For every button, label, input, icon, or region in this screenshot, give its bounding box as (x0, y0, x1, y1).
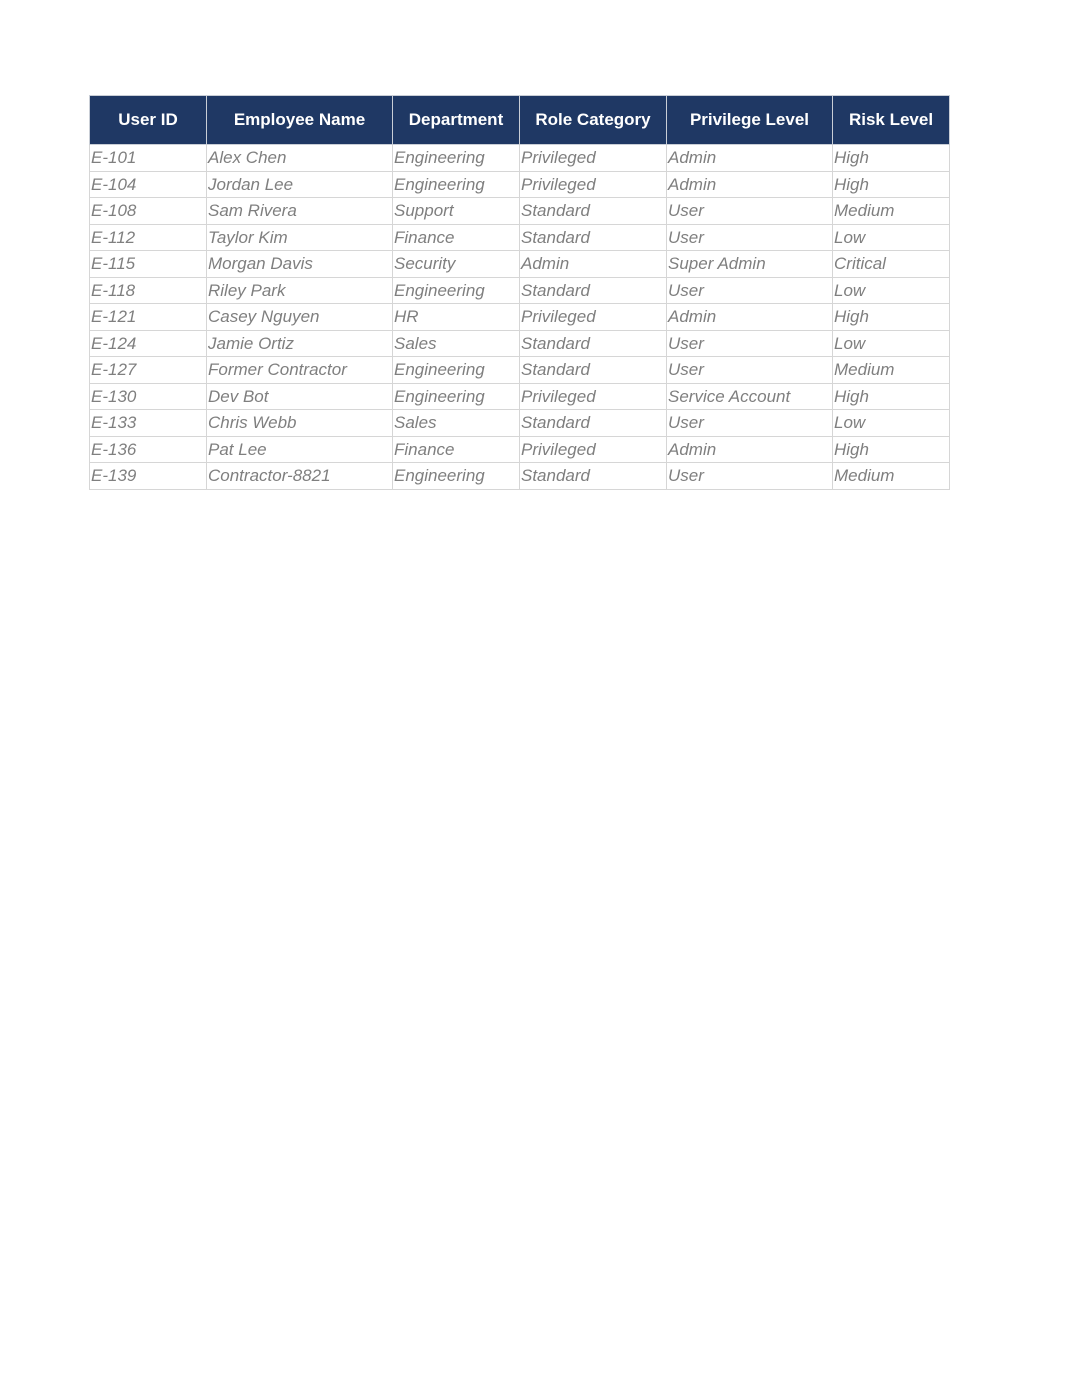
cell-user-id: E-121 (90, 304, 207, 331)
cell-privilege-level: User (667, 224, 833, 251)
cell-privilege-level: User (667, 357, 833, 384)
cell-user-id: E-108 (90, 198, 207, 225)
cell-user-id: E-133 (90, 410, 207, 437)
cell-role-category: Privileged (520, 383, 667, 410)
cell-user-id: E-136 (90, 436, 207, 463)
cell-user-id: E-112 (90, 224, 207, 251)
cell-risk-level: High (833, 436, 950, 463)
table-row (90, 436, 950, 463)
table-row (90, 277, 950, 304)
cell-privilege-level: Admin (667, 436, 833, 463)
cell-role-category: Standard (520, 198, 667, 225)
cell-risk-level: Low (833, 277, 950, 304)
cell-risk-level: Medium (833, 463, 950, 490)
cell-employee-name: Morgan Davis (207, 251, 393, 278)
table-row (90, 383, 950, 410)
table-header (90, 96, 950, 145)
cell-privilege-level: User (667, 410, 833, 437)
cell-department: Finance (393, 224, 520, 251)
cell-department: Engineering (393, 357, 520, 384)
table-row (90, 357, 950, 384)
cell-employee-name: Pat Lee (207, 436, 393, 463)
cell-user-id: E-104 (90, 171, 207, 198)
cell-role-category: Standard (520, 224, 667, 251)
cell-department: Engineering (393, 277, 520, 304)
cell-privilege-level: User (667, 198, 833, 225)
cell-role-category: Standard (520, 330, 667, 357)
column-header-risk-level: Risk Level (833, 96, 950, 145)
cell-user-id: E-118 (90, 277, 207, 304)
cell-user-id: E-139 (90, 463, 207, 490)
cell-department: Finance (393, 436, 520, 463)
cell-employee-name: Jordan Lee (207, 171, 393, 198)
cell-department: Engineering (393, 171, 520, 198)
table-body (90, 145, 950, 490)
table-row (90, 463, 950, 490)
cell-privilege-level: Admin (667, 171, 833, 198)
cell-privilege-level: Admin (667, 304, 833, 331)
cell-department: Security (393, 251, 520, 278)
cell-user-id: E-130 (90, 383, 207, 410)
cell-user-id: E-124 (90, 330, 207, 357)
column-header-user-id: User ID (90, 96, 207, 145)
cell-employee-name: Taylor Kim (207, 224, 393, 251)
cell-employee-name: Former Contractor (207, 357, 393, 384)
column-header-privilege-level: Privilege Level (667, 96, 833, 145)
cell-user-id: E-101 (90, 145, 207, 172)
table-row (90, 304, 950, 331)
cell-role-category: Privileged (520, 171, 667, 198)
cell-privilege-level: User (667, 330, 833, 357)
cell-privilege-level: Super Admin (667, 251, 833, 278)
cell-role-category: Standard (520, 357, 667, 384)
cell-employee-name: Contractor-8821 (207, 463, 393, 490)
cell-risk-level: Medium (833, 198, 950, 225)
column-header-employee-name: Employee Name (207, 96, 393, 145)
cell-department: Engineering (393, 145, 520, 172)
cell-risk-level: High (833, 383, 950, 410)
cell-employee-name: Jamie Ortiz (207, 330, 393, 357)
cell-risk-level: High (833, 145, 950, 172)
cell-privilege-level: Service Account (667, 383, 833, 410)
table-row (90, 410, 950, 437)
cell-risk-level: Low (833, 224, 950, 251)
cell-department: Sales (393, 410, 520, 437)
cell-department: Engineering (393, 463, 520, 490)
cell-privilege-level: User (667, 277, 833, 304)
cell-department: HR (393, 304, 520, 331)
cell-privilege-level: Admin (667, 145, 833, 172)
cell-role-category: Privileged (520, 436, 667, 463)
cell-employee-name: Dev Bot (207, 383, 393, 410)
cell-risk-level: Critical (833, 251, 950, 278)
table-row (90, 145, 950, 172)
table-row (90, 171, 950, 198)
cell-employee-name: Alex Chen (207, 145, 393, 172)
access-review-table (89, 95, 950, 490)
cell-employee-name: Chris Webb (207, 410, 393, 437)
table-row (90, 198, 950, 225)
cell-role-category: Standard (520, 277, 667, 304)
cell-department: Sales (393, 330, 520, 357)
cell-role-category: Privileged (520, 304, 667, 331)
cell-department: Support (393, 198, 520, 225)
cell-user-id: E-127 (90, 357, 207, 384)
cell-risk-level: Low (833, 410, 950, 437)
cell-department: Engineering (393, 383, 520, 410)
cell-risk-level: Low (833, 330, 950, 357)
cell-role-category: Admin (520, 251, 667, 278)
cell-employee-name: Sam Rivera (207, 198, 393, 225)
column-header-department: Department (393, 96, 520, 145)
cell-user-id: E-115 (90, 251, 207, 278)
cell-employee-name: Casey Nguyen (207, 304, 393, 331)
table-row (90, 224, 950, 251)
table-row (90, 330, 950, 357)
cell-role-category: Standard (520, 463, 667, 490)
header-row (90, 96, 950, 145)
cell-role-category: Standard (520, 410, 667, 437)
cell-privilege-level: User (667, 463, 833, 490)
column-header-role-category: Role Category (520, 96, 667, 145)
cell-risk-level: Medium (833, 357, 950, 384)
cell-risk-level: High (833, 171, 950, 198)
cell-role-category: Privileged (520, 145, 667, 172)
cell-risk-level: High (833, 304, 950, 331)
cell-employee-name: Riley Park (207, 277, 393, 304)
table-row (90, 251, 950, 278)
